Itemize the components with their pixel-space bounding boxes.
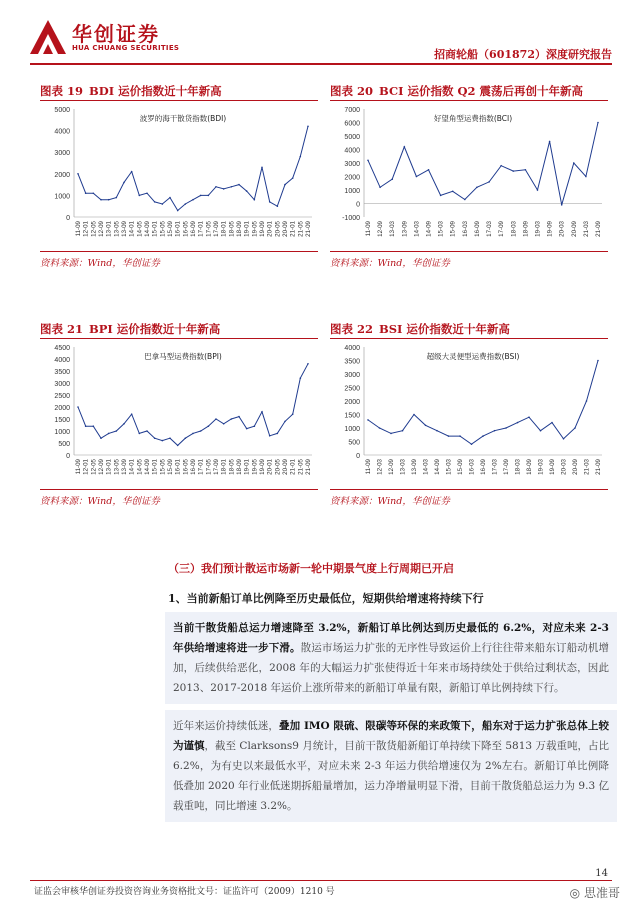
- data-point: [528, 416, 530, 418]
- data-point: [448, 435, 450, 437]
- y-tick-label: 1000: [344, 188, 360, 195]
- data-point: [231, 418, 233, 420]
- logo-text-cn: 华创证券: [72, 22, 160, 46]
- data-point: [254, 425, 256, 427]
- y-tick-label: 2000: [344, 174, 360, 182]
- data-point: [452, 191, 454, 193]
- x-tick-label: 13-03: [399, 459, 407, 475]
- data-point: [517, 422, 519, 424]
- x-tick-label: 19-09: [259, 221, 266, 237]
- data-point: [246, 428, 248, 430]
- x-tick-label: 15-09: [167, 221, 174, 237]
- figure-title: [40, 82, 318, 101]
- data-point: [585, 176, 587, 178]
- x-tick-label: 19-01: [243, 221, 251, 237]
- data-point: [238, 184, 240, 186]
- data-point: [284, 184, 286, 186]
- data-point: [162, 440, 164, 442]
- x-tick-label: 20-03: [558, 221, 566, 237]
- x-tick-label: 17-09: [503, 459, 510, 475]
- x-tick-label: 20-09: [572, 459, 579, 475]
- data-point: [185, 203, 187, 205]
- y-tick-label: 3500: [344, 358, 360, 366]
- x-tick-label: 11-09: [75, 221, 82, 237]
- y-tick-label: 2500: [344, 385, 360, 393]
- paragraph-1-text: 散运市场运力扩张的无序性导致运价上行往往带来船东订船动机增加，后续供给恶化，2008 年的大幅运力扩张使得近十年来市场持续处于供给过剩状态，因此 2013、2017-2018 年运价上涨所带来的新船订单量有限，新船订单比例持续下行。: [173, 642, 610, 694]
- x-tick-label: 18-03: [510, 221, 518, 237]
- figure-title: [330, 320, 608, 339]
- data-point: [597, 122, 599, 124]
- data-point: [169, 197, 171, 199]
- x-tick-label: 21-09: [595, 221, 602, 237]
- data-point: [428, 169, 430, 171]
- data-point: [246, 190, 248, 192]
- x-tick-label: 16-05: [182, 221, 190, 237]
- y-tick-label: 0: [356, 453, 360, 460]
- chart-title: 超级大灵便型运费指数(BSI): [426, 352, 520, 361]
- data-point: [93, 425, 95, 427]
- x-tick-label: 12-03: [376, 459, 384, 475]
- x-tick-label: 17-03: [491, 459, 499, 475]
- data-point: [436, 430, 438, 432]
- paragraph-1: [165, 612, 617, 704]
- data-point: [537, 189, 539, 191]
- data-point: [413, 414, 415, 416]
- bdi-line-chart: [40, 101, 318, 251]
- x-tick-label: 13-09: [411, 459, 418, 475]
- data-point: [284, 421, 286, 423]
- x-tick-label: 19-05: [251, 459, 259, 475]
- y-tick-label: 2000: [54, 405, 70, 412]
- figure-number: 图表 21: [40, 322, 84, 336]
- x-tick-label: 17-01: [197, 221, 205, 237]
- data-point: [146, 192, 148, 194]
- data-point: [269, 435, 271, 437]
- paragraph-2-lead: 近年来运价持续低迷，: [173, 720, 280, 732]
- x-tick-label: 16-03: [461, 221, 469, 237]
- x-tick-label: 19-09: [546, 221, 554, 237]
- x-tick-label: 13-09: [401, 221, 409, 237]
- data-point: [231, 186, 233, 188]
- figure-number: 图表 20: [330, 84, 374, 98]
- y-tick-label: 4000: [54, 128, 70, 136]
- x-tick-label: 20-09: [282, 221, 289, 237]
- y-tick-label: 3000: [54, 150, 70, 158]
- x-tick-label: 17-05: [205, 221, 213, 237]
- data-point: [208, 425, 210, 427]
- data-point: [131, 413, 133, 415]
- y-tick-label: 7000: [344, 107, 360, 114]
- figure-21: [40, 320, 318, 507]
- figure-22: [330, 320, 608, 507]
- series-line: [368, 123, 598, 205]
- x-tick-label: 20-01: [266, 221, 274, 237]
- chart-title: 波罗的海干散货指数(BDI): [139, 114, 227, 123]
- x-tick-label: 14-09: [434, 459, 441, 475]
- bci-line-chart: [330, 101, 608, 251]
- data-point: [77, 173, 79, 175]
- data-point: [139, 195, 141, 197]
- y-tick-label: 500: [58, 441, 70, 448]
- data-point: [215, 186, 217, 188]
- data-point: [254, 199, 256, 201]
- figure-source: 资料来源：Wind，华创证券: [330, 251, 608, 269]
- company-logo: [30, 16, 180, 60]
- x-tick-label: 15-01: [151, 459, 159, 475]
- data-point: [367, 160, 369, 162]
- x-tick-label: 19-03: [537, 459, 545, 475]
- figure-caption: BCI 运价指数 Q2 震荡后再创十年新高: [379, 84, 584, 98]
- paragraph-2-text: ，截至 Clarksons9 月统计，目前干散货船新船订单持续下降至 5813 万载重吨，占比 6.2%，为有史以来最低水平，对应未来 2-3 年运力供给增速仅为 2%左右。新船订单比例降低叠加 2020 年行业低迷期拆船量增加，运力净增量明显下滑，目前干散货船总运力为 9.3 亿载重吨，同比增速 3.2%。: [173, 740, 609, 812]
- x-tick-label: 16-09: [480, 459, 487, 475]
- data-point: [277, 433, 279, 435]
- x-tick-label: 16-09: [473, 221, 481, 237]
- x-tick-label: 12-09: [377, 221, 385, 237]
- data-point: [123, 182, 125, 184]
- x-tick-label: 17-01: [197, 459, 205, 475]
- y-tick-label: 0: [66, 453, 70, 460]
- x-tick-label: 18-09: [236, 221, 243, 237]
- data-point: [367, 419, 369, 421]
- data-point: [391, 178, 393, 180]
- data-point: [540, 430, 542, 432]
- figure-caption: BDI 运价指数近十年新高: [89, 84, 222, 98]
- data-point: [551, 422, 553, 424]
- x-tick-label: 18-09: [522, 221, 530, 237]
- x-tick-label: 18-09: [236, 459, 243, 475]
- data-point: [561, 204, 563, 206]
- data-point: [116, 197, 118, 199]
- x-tick-label: 16-01: [174, 459, 182, 475]
- data-point: [177, 445, 179, 447]
- x-tick-label: 21-03: [583, 459, 591, 475]
- data-point: [108, 433, 110, 435]
- x-tick-label: 16-03: [468, 459, 476, 475]
- x-tick-label: 13-03: [389, 221, 397, 237]
- x-tick-label: 16-09: [190, 459, 197, 475]
- y-tick-label: 0: [66, 215, 70, 222]
- figure-20: [330, 82, 608, 269]
- data-point: [269, 201, 271, 203]
- x-tick-label: 20-09: [570, 221, 578, 237]
- data-point: [131, 171, 133, 173]
- figure-source: 资料来源：Wind，华创证券: [40, 251, 318, 269]
- y-tick-label: 6000: [344, 120, 360, 128]
- data-point: [139, 433, 141, 435]
- x-tick-label: 18-09: [526, 459, 533, 475]
- bsi-line-chart: [330, 339, 608, 489]
- y-tick-label: 5000: [344, 134, 360, 141]
- x-tick-label: 14-03: [422, 459, 430, 475]
- data-point: [505, 427, 507, 429]
- data-point: [574, 427, 576, 429]
- data-point: [200, 195, 202, 197]
- x-tick-label: 21-09: [305, 221, 312, 237]
- data-point: [471, 443, 473, 445]
- data-point: [525, 169, 527, 171]
- data-point: [200, 430, 202, 432]
- data-point: [100, 199, 102, 201]
- section-heading: （三）我们预计散运市场新一轮中期景气度上行周期已开启: [168, 562, 454, 575]
- data-point: [416, 176, 418, 178]
- x-tick-label: 19-05: [251, 221, 259, 237]
- x-tick-label: 11-09: [75, 459, 82, 475]
- x-tick-label: 13-05: [113, 221, 121, 237]
- x-tick-label: 12-05: [90, 459, 98, 475]
- x-tick-label: 18-01: [220, 221, 228, 237]
- data-point: [292, 413, 294, 415]
- x-tick-label: 19-01: [243, 459, 251, 475]
- x-tick-label: 12-01: [82, 459, 90, 475]
- data-point: [573, 162, 575, 164]
- y-tick-label: 2000: [344, 399, 360, 406]
- figure-title: [40, 320, 318, 339]
- data-point: [277, 205, 279, 207]
- x-tick-label: 15-09: [167, 459, 174, 475]
- x-tick-label: 17-09: [213, 459, 220, 475]
- x-tick-label: 21-09: [595, 459, 602, 475]
- x-tick-label: 14-05: [136, 459, 144, 475]
- x-tick-label: 14-09: [144, 459, 151, 475]
- x-tick-label: 15-03: [445, 459, 453, 475]
- x-tick-label: 21-03: [582, 220, 590, 237]
- data-point: [512, 170, 514, 172]
- paragraph-2-bold: 叠加 IMO 限硫、限碳等环保的来政策下，船东对于运力扩张总体上较为谨慎: [173, 720, 609, 752]
- watermark-text: 思准哥: [583, 886, 620, 900]
- x-tick-label: 14-03: [413, 221, 421, 237]
- data-point: [488, 181, 490, 183]
- data-point: [563, 438, 565, 440]
- series-line: [368, 361, 598, 445]
- x-tick-label: 11-09: [365, 459, 372, 475]
- figure-source: 资料来源：Wind，华创证券: [40, 489, 318, 507]
- data-point: [390, 433, 392, 435]
- data-point: [154, 437, 156, 439]
- figure-caption: BSI 运价指数近十年新高: [379, 322, 510, 336]
- y-tick-label: -1000: [342, 215, 360, 222]
- data-point: [93, 192, 95, 194]
- paragraph-2: [165, 710, 617, 822]
- x-tick-label: 12-09: [98, 221, 105, 237]
- x-tick-label: 11-09: [365, 221, 372, 237]
- x-tick-label: 17-03: [486, 221, 494, 237]
- y-tick-label: 4000: [344, 147, 360, 155]
- page-number: 14: [595, 868, 608, 879]
- y-tick-label: 1000: [54, 429, 70, 436]
- figure-source: 资料来源：Wind，华创证券: [330, 489, 608, 507]
- data-point: [261, 411, 263, 413]
- y-tick-label: 4000: [344, 345, 360, 352]
- wechat-icon: ◎: [569, 886, 581, 900]
- y-tick-label: 3000: [54, 381, 70, 388]
- x-tick-label: 15-01: [151, 221, 159, 237]
- x-tick-label: 18-01: [220, 459, 228, 475]
- x-tick-label: 15-03: [437, 221, 445, 237]
- x-tick-label: 17-09: [213, 221, 220, 237]
- x-tick-label: 14-09: [425, 221, 433, 237]
- x-tick-label: 19-09: [549, 459, 556, 475]
- report-title: 招商轮船（601872）深度研究报告: [434, 48, 612, 61]
- data-point: [116, 430, 118, 432]
- y-tick-label: 4500: [54, 345, 70, 352]
- x-tick-label: 13-09: [121, 221, 128, 237]
- data-point: [404, 146, 406, 148]
- x-tick-label: 21-01: [289, 459, 297, 475]
- data-point: [459, 435, 461, 437]
- y-tick-label: 3500: [54, 369, 70, 376]
- data-point: [123, 423, 125, 425]
- header-divider: [30, 63, 612, 65]
- x-tick-label: 18-03: [514, 459, 522, 475]
- data-point: [597, 360, 599, 362]
- x-tick-label: 13-01: [105, 221, 113, 237]
- data-point: [300, 377, 302, 379]
- x-tick-label: 20-05: [274, 221, 282, 237]
- data-point: [292, 177, 294, 179]
- data-point: [476, 187, 478, 189]
- x-tick-label: 20-09: [282, 459, 289, 475]
- data-point: [192, 433, 194, 435]
- x-tick-label: 15-09: [457, 459, 464, 475]
- data-point: [464, 199, 466, 201]
- data-point: [307, 363, 309, 365]
- figure-19: [40, 82, 318, 269]
- x-tick-label: 12-09: [388, 459, 395, 475]
- data-point: [586, 400, 588, 402]
- y-tick-label: 1500: [54, 417, 70, 424]
- data-point: [440, 195, 442, 197]
- y-tick-label: 5000: [54, 107, 70, 114]
- footer-divider: [30, 880, 612, 881]
- x-tick-label: 21-09: [305, 459, 312, 475]
- data-point: [177, 210, 179, 212]
- x-tick-label: 16-01: [174, 221, 182, 237]
- data-point: [162, 203, 164, 205]
- data-point: [307, 125, 309, 127]
- x-tick-label: 14-01: [128, 459, 136, 475]
- y-tick-label: 1000: [344, 426, 360, 433]
- x-tick-label: 14-01: [128, 221, 136, 237]
- x-tick-label: 14-05: [136, 221, 144, 237]
- data-point: [85, 192, 87, 194]
- x-tick-label: 12-01: [82, 221, 90, 237]
- data-point: [223, 423, 225, 425]
- data-point: [500, 165, 502, 167]
- x-tick-label: 18-05: [228, 459, 236, 475]
- data-point: [238, 416, 240, 418]
- x-tick-label: 17-05: [205, 459, 213, 475]
- x-tick-label: 18-05: [228, 221, 236, 237]
- data-point: [215, 418, 217, 420]
- x-tick-label: 20-05: [274, 459, 282, 475]
- data-point: [300, 156, 302, 158]
- y-tick-label: 500: [348, 439, 360, 447]
- x-tick-label: 20-03: [560, 459, 568, 475]
- figure-caption: BPI 运价指数近十年新高: [89, 322, 221, 336]
- x-tick-label: 13-01: [105, 459, 113, 475]
- y-tick-label: 3000: [344, 161, 360, 168]
- data-point: [100, 437, 102, 439]
- x-tick-label: 16-05: [182, 459, 190, 475]
- y-tick-label: 3000: [344, 372, 360, 379]
- subsection-heading: 1、当前新船订单比例降至历史最低位，短期供给增速将持续下行: [168, 592, 484, 605]
- data-point: [169, 437, 171, 439]
- logo-text-en: HUA CHUANG SECURITIES: [72, 44, 180, 52]
- data-point: [85, 425, 87, 427]
- data-point: [192, 199, 194, 201]
- x-tick-label: 15-05: [159, 459, 167, 475]
- x-tick-label: 17-09: [498, 221, 506, 237]
- x-tick-label: 21-05: [297, 459, 305, 475]
- data-point: [379, 187, 381, 189]
- figure-title: [330, 82, 608, 101]
- x-tick-label: 19-09: [259, 459, 266, 475]
- x-tick-label: 19-03: [534, 221, 542, 237]
- x-tick-label: 14-09: [144, 221, 151, 237]
- data-point: [494, 430, 496, 432]
- data-point: [223, 188, 225, 190]
- figure-number: 图表 22: [330, 322, 374, 336]
- series-line: [78, 126, 308, 210]
- y-tick-label: 1000: [54, 193, 70, 201]
- bpi-line-chart: [40, 339, 318, 489]
- watermark: [570, 884, 620, 901]
- license-statement: 证监会审核华创证券投资咨询业务资格批文号：证监许可（2009）1210 号: [34, 887, 335, 897]
- company-logo-icon: [30, 20, 66, 54]
- chart-title: 好望角型运费指数(BCI): [433, 114, 513, 123]
- x-tick-label: 13-05: [113, 459, 121, 475]
- chart-title: 巴拿马型运费指数(BPI): [144, 352, 222, 361]
- y-tick-label: 4000: [54, 357, 70, 364]
- data-point: [154, 201, 156, 203]
- data-point: [261, 167, 263, 169]
- data-point: [77, 406, 79, 408]
- data-point: [108, 199, 110, 201]
- data-point: [208, 195, 210, 197]
- data-point: [379, 427, 381, 429]
- data-point: [425, 425, 427, 427]
- paragraph-1-bold: 当前干散货船总运力增速降至 3.2%，新船订单比例达到历史最低的 6.2%，对应未来 2-3 年供给增速将进一步下滑。: [173, 622, 609, 654]
- x-tick-label: 21-01: [289, 221, 297, 237]
- data-point: [482, 435, 484, 437]
- y-tick-label: 0: [356, 201, 360, 209]
- data-point: [146, 430, 148, 432]
- x-tick-label: 21-05: [297, 221, 305, 237]
- x-tick-label: 16-09: [190, 221, 197, 237]
- y-tick-label: 2000: [54, 171, 70, 179]
- figure-number: 图表 19: [40, 84, 84, 98]
- y-tick-label: 2500: [54, 393, 70, 400]
- x-tick-label: 12-05: [90, 221, 98, 237]
- x-tick-label: 20-01: [266, 459, 274, 475]
- data-point: [549, 141, 551, 143]
- data-point: [402, 430, 404, 432]
- x-tick-label: 13-09: [121, 459, 128, 475]
- x-tick-label: 12-09: [98, 459, 105, 475]
- x-tick-label: 15-05: [159, 221, 167, 237]
- data-point: [185, 437, 187, 439]
- x-tick-label: 15-09: [449, 221, 457, 237]
- y-tick-label: 1500: [344, 412, 360, 420]
